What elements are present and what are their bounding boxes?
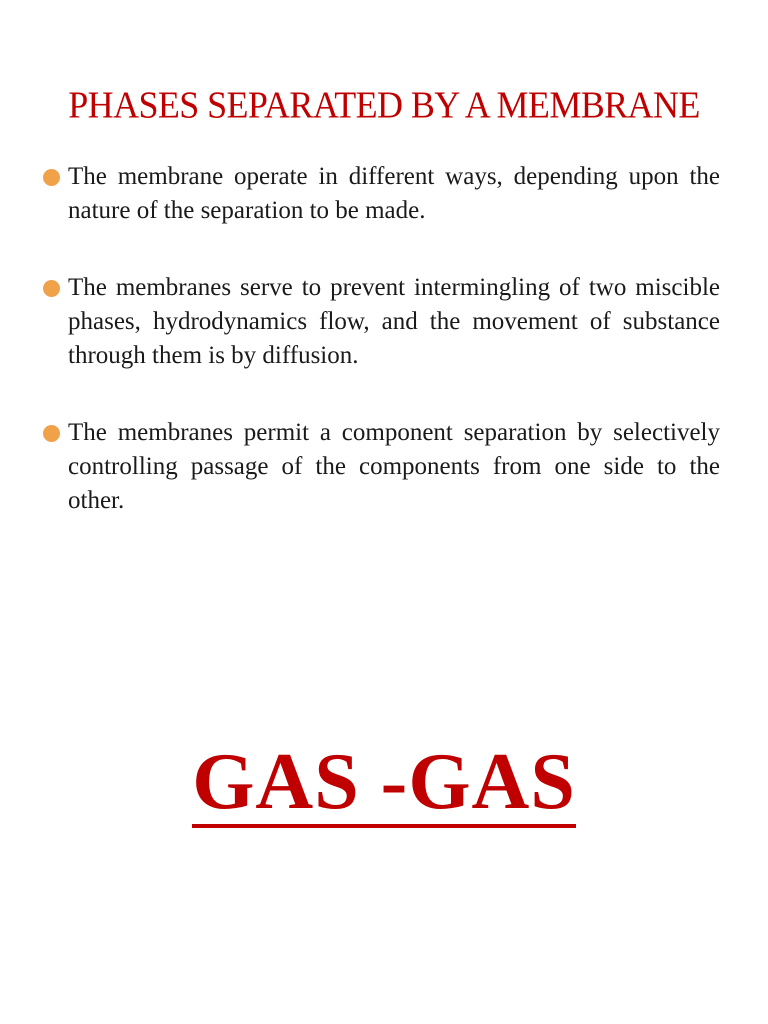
bullet-text: The membrane operate in different ways, depending upon the nature of the separation to be made.	[68, 163, 720, 224]
bullet-item	[68, 160, 720, 228]
bullet-text: The membranes serve to prevent intermingling of two miscible phases, hydrodynamics flow, and the movement of substance through them is by diffusion.	[68, 274, 720, 369]
bullet-item	[68, 271, 720, 373]
section-heading-text: GAS -GAS	[192, 738, 576, 826]
bullet-dot-icon	[43, 169, 60, 186]
section-heading	[0, 740, 768, 828]
bullet-item	[68, 416, 720, 518]
bullet-text: The membranes permit a component separation by selectively controlling passage of the components from one side to the other.	[68, 419, 720, 514]
bullet-dot-icon	[43, 425, 60, 442]
bullet-dot-icon	[43, 280, 60, 297]
slide-title: PHASES SEPARATED BY A MEMBRANE	[68, 83, 700, 127]
bullet-list	[68, 160, 720, 561]
